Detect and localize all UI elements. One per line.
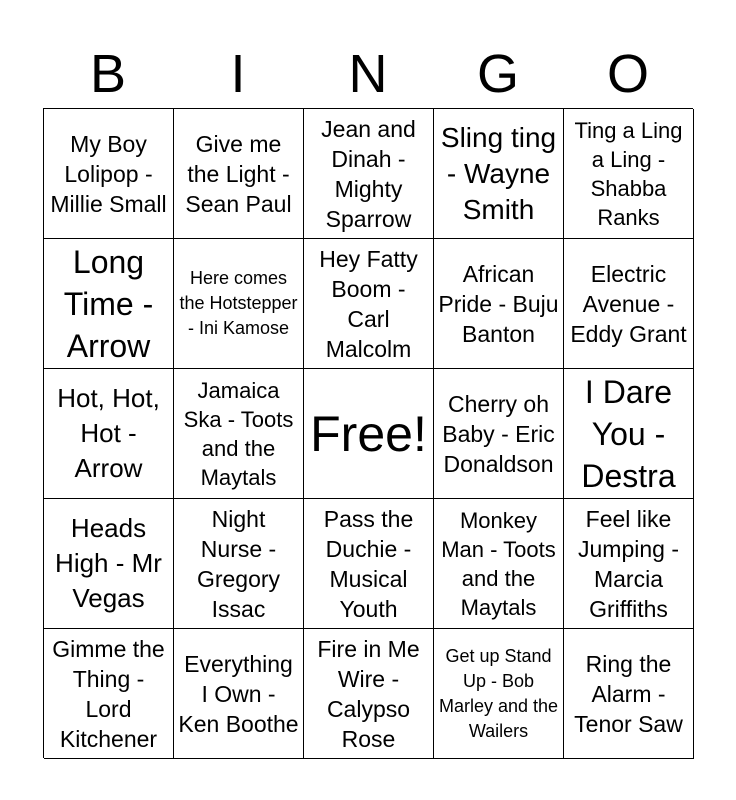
cell-text: Monkey Man - Toots and the Maytals xyxy=(441,507,556,620)
cell-text: Cherry oh Baby - Eric Donaldson xyxy=(442,390,555,477)
cell-text: Here comes the Hotstepper - Ini Kamose xyxy=(179,268,298,338)
bingo-cell[interactable] xyxy=(44,369,174,499)
free-space-cell[interactable] xyxy=(304,369,434,499)
cell-text: Ring the Alarm - Tenor Saw xyxy=(574,650,683,737)
cell-text: Hey Fatty Boom - Carl Malcolm xyxy=(319,245,418,362)
header-letter-b: B xyxy=(89,44,127,104)
bingo-cell[interactable] xyxy=(564,239,694,369)
cell-text: Sling ting - Wayne Smith xyxy=(440,121,557,225)
header-letter-n: N xyxy=(348,44,388,104)
cell-text: Electric Avenue - Eddy Grant xyxy=(570,260,687,347)
bingo-cell[interactable] xyxy=(564,109,694,239)
free-space-text: Free! xyxy=(310,405,427,462)
bingo-cell[interactable] xyxy=(174,109,304,239)
cell-text: Give me the Light - Sean Paul xyxy=(185,130,292,217)
cell-text: Pass the Duchie - Musical Youth xyxy=(323,505,414,622)
header-letter-g: G xyxy=(476,44,519,104)
cell-text: Gimme the Thing - Lord Kitchener xyxy=(52,635,165,752)
bingo-cell[interactable] xyxy=(174,629,304,759)
cell-text: Hot, Hot, Hot - Arrow xyxy=(57,383,160,483)
bingo-cell[interactable] xyxy=(434,499,564,629)
header-letter-o: O xyxy=(606,44,649,104)
bingo-cell[interactable] xyxy=(44,629,174,759)
bingo-cell[interactable] xyxy=(434,629,564,759)
bingo-cell[interactable] xyxy=(564,629,694,759)
bingo-cell[interactable] xyxy=(434,239,564,369)
cell-text: Fire in Me Wire - Calypso Rose xyxy=(317,635,420,752)
bingo-cell[interactable] xyxy=(434,109,564,239)
bingo-cell[interactable] xyxy=(174,369,304,499)
bingo-card-grid xyxy=(43,108,693,758)
bingo-cell[interactable] xyxy=(174,239,304,369)
bingo-cell[interactable] xyxy=(44,499,174,629)
bingo-cell[interactable] xyxy=(304,629,434,759)
cell-text: I Dare You - Destra xyxy=(581,373,676,494)
bingo-cell[interactable] xyxy=(44,239,174,369)
header-letter-i: I xyxy=(230,44,246,104)
bingo-cell[interactable] xyxy=(304,109,434,239)
bingo-cell[interactable] xyxy=(174,499,304,629)
cell-text: Jean and Dinah - Mighty Sparrow xyxy=(321,115,416,232)
bingo-cell[interactable] xyxy=(564,499,694,629)
cell-text: Everything I Own - Ken Boothe xyxy=(178,650,299,737)
bingo-cell[interactable] xyxy=(434,369,564,499)
cell-text: Jamaica Ska - Toots and the Maytals xyxy=(183,377,294,490)
cell-text: My Boy Lolipop - Millie Small xyxy=(50,130,167,217)
bingo-cell[interactable] xyxy=(304,499,434,629)
bingo-cell[interactable] xyxy=(44,109,174,239)
cell-text: Heads High - Mr Vegas xyxy=(55,513,162,613)
bingo-cell[interactable] xyxy=(304,239,434,369)
cell-text: Feel like Jumping - Marcia Griffiths xyxy=(578,505,679,622)
cell-text: African Pride - Buju Banton xyxy=(438,260,559,347)
bingo-header xyxy=(43,40,693,108)
cell-text: Long Time - Arrow xyxy=(63,243,154,364)
cell-text: Ting a Ling a Ling - Shabba Ranks xyxy=(574,117,683,230)
bingo-cell[interactable] xyxy=(564,369,694,499)
cell-text: Get up Stand Up - Bob Marley and the Wailers xyxy=(438,645,559,741)
cell-text: Night Nurse - Gregory Issac xyxy=(196,505,281,622)
